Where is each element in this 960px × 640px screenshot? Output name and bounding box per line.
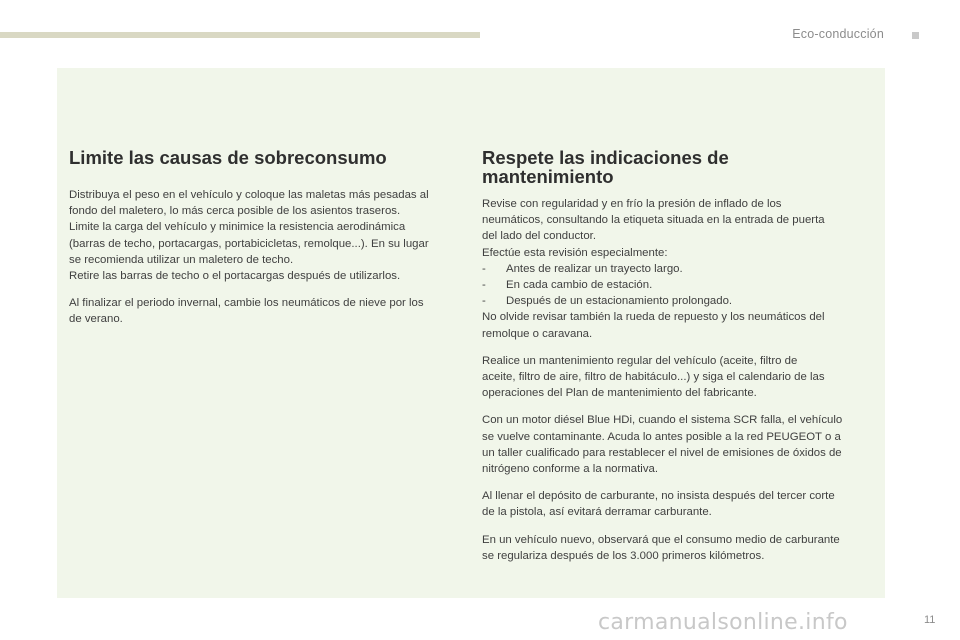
text-line: Distribuya el peso en el vehículo y coloque las maletas más pesadas al xyxy=(69,189,429,201)
text-line: (barras de techo, portacargas, portabicicletas, remolque...). En su lugar xyxy=(69,237,429,250)
text-line: nitrógeno conforme a la normativa. xyxy=(482,463,659,476)
section-title: Eco-conducción xyxy=(792,27,884,41)
list-item-text: Después de un estacionamiento prolongado. xyxy=(506,295,733,308)
text-line: aceite, filtro de aire, filtro de habitáculo...) y siga el calendario de las xyxy=(482,371,825,384)
list-item-text: En cada cambio de estación. xyxy=(506,279,653,292)
text-line: se vuelve contaminante. Acuda lo antes posible a la red PEUGEOT o a xyxy=(482,430,841,443)
list-dash: - xyxy=(482,262,486,275)
text-line: se recomienda utilizar un maletero de techo. xyxy=(69,253,294,266)
left-paragraph-2 xyxy=(69,295,471,327)
list-item xyxy=(482,293,876,309)
text-line: No olvide revisar también la rueda de repuesto y los neumáticos del xyxy=(482,311,825,324)
list-item xyxy=(482,261,876,277)
text-line: En un vehículo nuevo, observará que el consumo medio de carburante xyxy=(482,533,840,546)
list-dash: - xyxy=(482,279,486,292)
list-dash: - xyxy=(482,295,486,308)
left-paragraph-1 xyxy=(69,187,471,284)
text-line: Con un motor diésel Blue HDi, cuando el sistema SCR falla, el vehículo xyxy=(482,414,843,427)
text-line: Retire las barras de techo o el portacargas después de utilizarlos. xyxy=(69,270,401,283)
right-column xyxy=(482,148,876,575)
text-line: neumáticos, consultando la etiqueta situada en la entrada de puerta xyxy=(482,214,825,227)
header-accent-bar xyxy=(0,32,480,38)
text-line: de verano. xyxy=(69,313,123,326)
right-heading-line-1: Respete las indicaciones de xyxy=(482,147,729,168)
page-number: 11 xyxy=(924,614,936,626)
watermark-text: carmanualsonline.info xyxy=(598,610,848,635)
text-line: remolque o caravana. xyxy=(482,327,593,340)
right-paragraph-2 xyxy=(482,353,876,402)
right-heading xyxy=(482,148,876,186)
text-line: Al finalizar el periodo invernal, cambie los neumáticos de nieve por los xyxy=(69,297,424,310)
right-paragraph-3 xyxy=(482,412,876,477)
text-line: Efectúe esta revisión especialmente: xyxy=(482,246,668,259)
left-heading: Limite las causas de sobreconsumo xyxy=(69,147,387,168)
left-column xyxy=(69,148,471,339)
right-paragraph-1 xyxy=(482,196,876,342)
text-line: fondo del maletero, lo más cerca posible de los asientos traseros. xyxy=(69,205,401,218)
header-square-marker xyxy=(912,32,919,39)
list-item xyxy=(482,277,876,293)
text-line: un taller cualificado para restablecer el nivel de emisiones de óxidos de xyxy=(482,446,842,459)
text-line: Al llenar el depósito de carburante, no insista después del tercer corte xyxy=(482,490,835,503)
text-line: del lado del conductor. xyxy=(482,230,596,243)
text-line: Revise con regularidad y en frío la presión de inflado de los xyxy=(482,198,782,210)
text-line: se regulariza después de los 3.000 primeros kilómetros. xyxy=(482,549,765,562)
right-heading-line-2: mantenimiento xyxy=(482,166,614,187)
text-line: operaciones del Plan de mantenimiento del fabricante. xyxy=(482,387,757,400)
list-item-text: Antes de realizar un trayecto largo. xyxy=(506,262,683,275)
content-panel xyxy=(57,68,885,598)
text-line: Realice un mantenimiento regular del vehículo (aceite, filtro de xyxy=(482,354,798,367)
right-paragraph-4 xyxy=(482,488,876,520)
right-paragraph-5 xyxy=(482,532,876,564)
text-line: de la pistola, así evitará derramar carburante. xyxy=(482,506,712,519)
text-line: Limite la carga del vehículo y minimice la resistencia aerodinámica xyxy=(69,221,406,234)
